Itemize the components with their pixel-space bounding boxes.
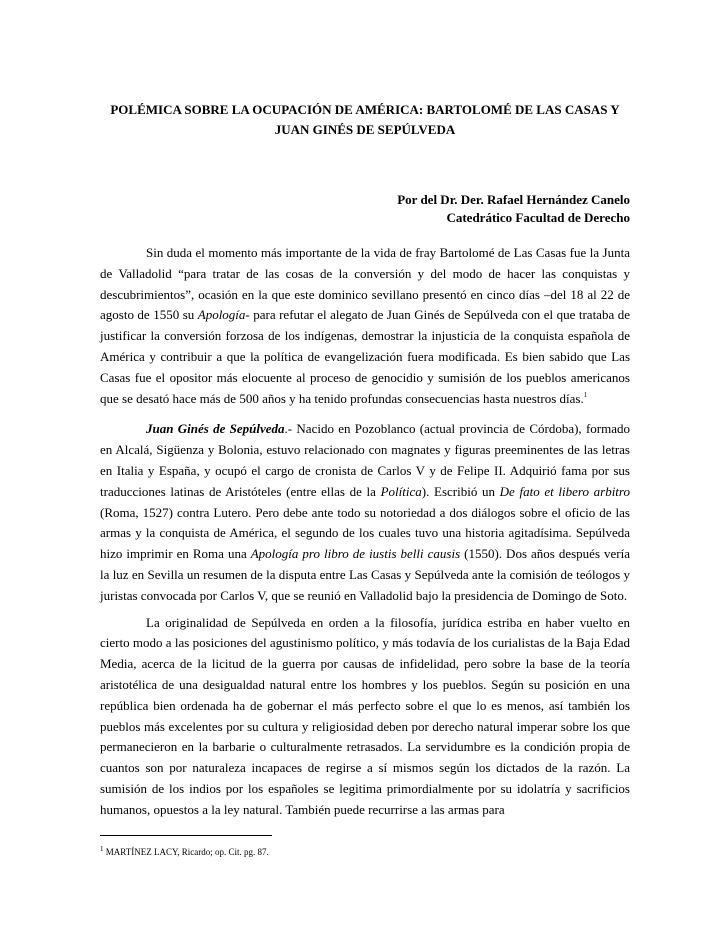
body-text	[100, 243, 630, 821]
footnote	[100, 846, 630, 858]
p2-text-2: ). Escribió un	[421, 483, 500, 499]
paragraph-2	[100, 419, 630, 606]
footnote-number: 1	[100, 845, 104, 853]
p2-name: Juan Ginés de Sepúlveda	[146, 421, 285, 437]
author-role: Catedrático Facultad de Derecho	[446, 210, 630, 225]
p2-apologia-pro: Apología pro libro de iustis belli causis	[250, 546, 461, 562]
footnote-separator	[100, 835, 272, 836]
footnote-reference[interactable]: 1	[583, 390, 588, 399]
p2-politica: Política	[380, 483, 422, 499]
title-line-2: JUAN GINÉS DE SEPÚLVEDA	[274, 122, 456, 137]
author-block	[230, 191, 630, 227]
paragraph-1	[100, 243, 630, 409]
p1-text-1: Sin duda el momento más importante de la vida de fray Bartolomé de Las Casas fue la Junta de Valladolid “para tratar de las cosas de la conversión y del modo de hacer las conquistas y descubrimientos”, ocasión en la que este dominico sevillano presentó en cinco días –del 18 al 22 de agosto de 1550 su	[100, 245, 630, 323]
author-name: Por del Dr. Der. Rafael Hernández Canelo	[397, 192, 630, 207]
footnote-text: MARTÍNEZ LACY, Ricardo; op. Cit. pg. 87.	[103, 847, 269, 857]
p2-text-1: .- Nacido en Pozoblanco (actual provincia de Córdoba), formado en Alcalá, Sigüenza y Bolonia, estuvo relacionado con magnates y figuras preeminentes de las letras en Italia y España, y ocupó el cargo de cronista de Carlos V y de Felipe II. Adquirió fama por sus traducciones latinas de Aristóteles (entre ellas de la	[100, 421, 631, 499]
title-line-1: POLÉMICA SOBRE LA OCUPACIÓN DE AMÉRICA: BARTOLOMÉ DE LAS CASAS Y	[110, 102, 620, 117]
p2-de-fato: De fato et libero arbitro	[499, 483, 630, 499]
p1-text-2: - para refutar el alegato de Juan Ginés de Sepúlveda con el que trataba de justificar la conversión forzosa de los indígenas, demostrar la injusticia de la conquista española de América y contribuir a que la política de evangelización fuera modificada. Es bien sabido que Las Casas fue el opositor más elocuente al proceso de genocidio y sumisión de los pueblos americanos que se desató hace más de 500 años y ha tenido profundas consecuencias hasta nuestros días.	[100, 307, 630, 406]
p2-text-4: (1550). Dos años después vería la luz en Sevilla un resumen de la disputa entre Las Casas y Sepúlveda ante la comisión de teólogos y juristas convocada por Carlos V, que se reunió en Valladolid bajo la presidencia de Domingo de Soto.	[100, 546, 630, 603]
document-title	[100, 100, 630, 140]
p1-apologia: Apología	[197, 307, 246, 323]
p2-text-3: (Roma, 1527) contra Lutero. Pero debe ante todo su notoriedad a dos diálogos sobre el oficio de las armas y la conquista de América, el segundo de los cuales tuvo una historia agitadísima. Sepúlveda hizo imprimir en Roma una	[100, 504, 630, 562]
paragraph-3: La originalidad de Sepúlveda en orden a la filosofía, jurídica estriba en haber vuelto en cierto modo a las posiciones del agustinismo político, y más todavía de los curialistas de la Baja Edad Media, acerca de la licitud de la guerra por causas de infidelidad, pero sobre la base de la teoría aristotélica de una desigualdad natural entre los hombres y los pueblos. Según su posición en una república bien ordenada ha de gobernar el más perfecto sobre el que lo es menos, así también los pueblos más excelentes por su cultura y religiosidad deben por derecho natural imperar sobre los que permanecieron en la barbarie o culturalmente retrasados. La servidumbre es la condición propia de cuantos son por naturaleza incapaces de regirse a sí mismos según los dictados de la razón. La sumisión de los indios por los españoles se legitima primordialmente por su idolatría y sacrificios humanos, opuestos a la ley natural. También puede recurrirse a las armas para	[100, 614, 630, 817]
